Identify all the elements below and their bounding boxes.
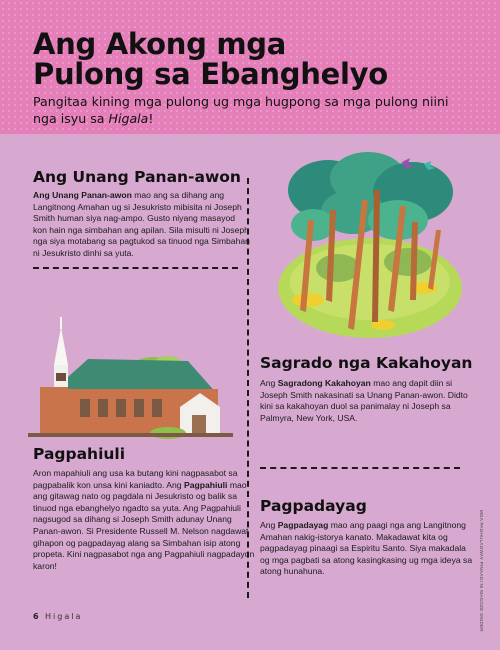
magazine-name: Higala [45, 612, 83, 621]
subtitle-magazine-name: Higala [108, 111, 149, 126]
illustration-credit: MGA PAGHULAGWAY PINAAGI NI MAGOZE SNIDER [479, 510, 484, 632]
intro-restoration: Aron mapahiuli ang usa ka butang kini nagpasabot sa pagpabalik kon unsa kini kaniadto. Ang [33, 468, 238, 490]
subtitle-text: Pangitaa kining mga pulong ug mga hugpong sa mga pulong niini nga isyu sa [33, 94, 449, 126]
sacred-grove-illustration [268, 150, 468, 345]
section-body-restoration [33, 468, 255, 572]
page-number: 6 [33, 612, 39, 621]
intro-sacred-grove: Ang [260, 378, 278, 388]
divider-right-middle [260, 467, 460, 469]
section-body-first-vision [33, 190, 251, 260]
definition-restoration: mao ang gitawag nato og pagdala ni Jesukristo og balik sa tinuod nga ebanghelyo ngadto sa yuta. Ang Pagpahiuli nagsugod sa dihang si Joseph Smith adunay Unang Panan-awon. Si Presidente Russell M. Nelson nagdawat gihapon og pagpadayag alang sa Simbahan isip atong propeta. Kini nagpasabot nga ang Pagpahiuli nagpadayon karon! [33, 479, 255, 571]
page-subtitle [33, 93, 453, 127]
definition-sacred-grove: mao ang dapit diin si Joseph Smith nakasinati sa Unang Panan-awon. Didto kini sa kakahoyan duol sa panimalay ni Joseph sa Palmyra, New York, USA. [260, 378, 468, 423]
church-illustration [28, 315, 238, 440]
term-restoration: Pagpahiuli [183, 479, 228, 490]
term-revelation: Pagpadayag [277, 520, 329, 530]
subtitle-end: ! [148, 111, 154, 126]
divider-left-top [33, 267, 238, 269]
section-title-sacred-grove: Sagrado nga Kakahoyan [260, 354, 473, 372]
section-body-revelation [260, 520, 474, 578]
page-title-line-1: Ang Akong mga [33, 27, 286, 61]
definition-revelation: mao ang paagi nga ang Langitnong Amahan nakig-istorya kanato. Makadawat kita og pagpadayag pinaagi sa Espiritu Santo. Siya makadala og mga pagbati sa atong kasingkasing ug mga ideya sa atong hunahuna. [260, 520, 473, 577]
page-title-line-2: Pulong sa Ebanghelyo [33, 57, 388, 91]
section-body-sacred-grove [260, 378, 472, 424]
definition-first-vision: mao ang sa dihang ang Langitnong Amahan ug si Jesukristo mibisita ni Joseph Smith human siya nag-ampo. Gusto niyang masayod kon hain nga simbahan ang apilan. Sila misulti ni Joseph nga siya motabang sa pagtukod sa tinuod nga Simbahan ni Jesukristo dinhi sa yuta. [33, 190, 250, 258]
term-sacred-grove: Sagradong Kakahoyan [277, 378, 371, 388]
page-title [33, 29, 473, 89]
section-title-revelation: Pagpadayag [260, 497, 367, 515]
intro-revelation: Ang [260, 520, 278, 530]
vertical-divider [247, 178, 249, 598]
term-first-vision: Ang Unang Panan-awon [33, 190, 132, 200]
section-title-restoration: Pagpahiuli [33, 445, 126, 463]
section-title-first-vision: Ang Unang Panan-awon [33, 168, 241, 186]
